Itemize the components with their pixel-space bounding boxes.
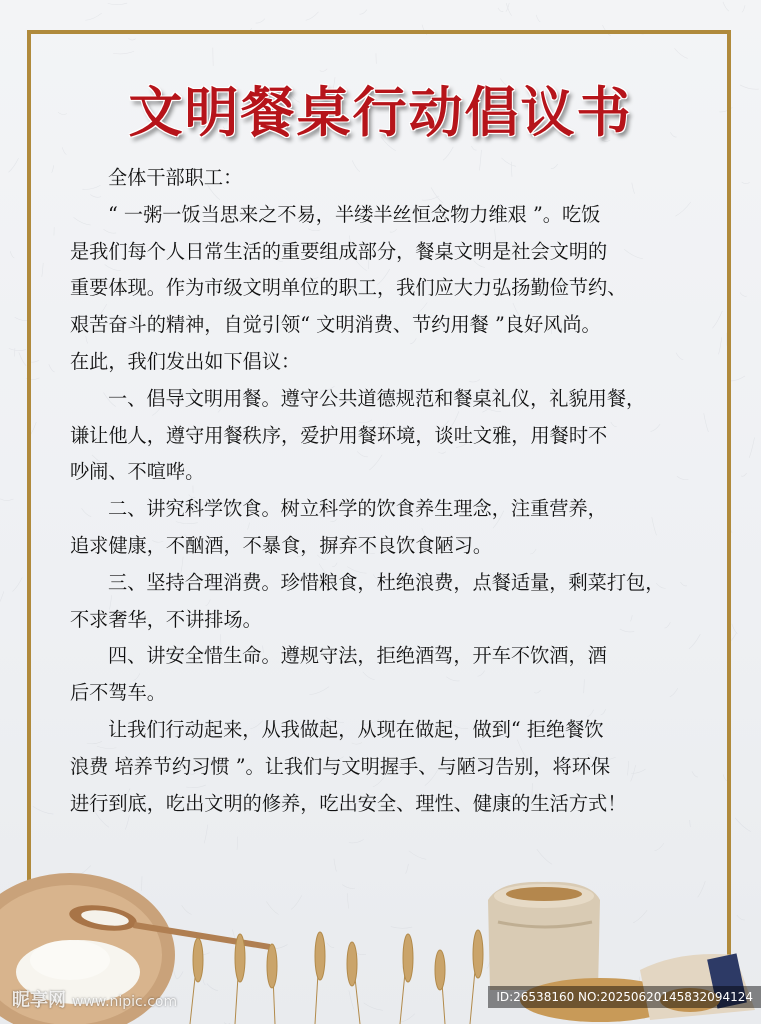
body-line: 一、倡导文明用餐。遵守公共道德规范和餐桌礼仪，礼貌用餐， bbox=[108, 386, 646, 410]
burlap-sack bbox=[488, 882, 600, 990]
body-line: 浪费 培养节约习惯 ”。让我们与文明握手、与陋习告别，将环保 bbox=[70, 754, 611, 778]
body-line: 让我们行动起来，从我做起，从现在做起，做到“ 拒绝餐饮 bbox=[108, 717, 604, 741]
body-line: 追求健康，不酗酒，不暴食，摒弃不良饮食陋习。 bbox=[70, 533, 493, 557]
body-line: 全体干部职工： bbox=[108, 166, 243, 189]
body-line: 后不驾车。 bbox=[70, 681, 166, 705]
body-line: 谦让他人，遵守用餐秩序，爱护用餐环境，谈吐文雅，用餐时不 bbox=[70, 423, 608, 447]
body-line: 吵闹、不喧哗。 bbox=[70, 460, 205, 484]
page-title: 文明餐桌行动倡议书 bbox=[128, 81, 633, 144]
body-line: “ 一粥一饭当思来之不易，半缕半丝恒念物力维艰 ”。吃饭 bbox=[108, 202, 601, 226]
body-line: 艰苦奋斗的精神，自觉引领“ 文明消费、节约用餐 ”良好风尚。 bbox=[70, 313, 601, 337]
proposal-body bbox=[70, 160, 695, 822]
body-line: 重要体现。作为市级文明单位的职工，我们应大力弘扬勤俭节约、 bbox=[70, 276, 627, 300]
body-line: 二、讲究科学饮食。树立科学的饮食养生理念，注重营养， bbox=[108, 497, 607, 521]
watermark-url: www.nipic.com bbox=[72, 994, 178, 1010]
watermark-brand: 昵享网 www.nipic.com bbox=[12, 990, 178, 1011]
body-line: 四、讲安全惜生命。遵规守法，拒绝酒驾，开车不饮酒，酒 bbox=[108, 644, 607, 668]
watermark-id: ID:26538160 NO:20250620145832094124 bbox=[488, 986, 761, 1008]
body-line: 进行到底，吃出文明的修养，吃出安全、理性、健康的生活方式！ bbox=[70, 791, 627, 815]
body-line: 是我们每个人日常生活的重要组成部分，餐桌文明是社会文明的 bbox=[70, 239, 608, 263]
body-line: 在此，我们发出如下倡议： bbox=[70, 349, 301, 373]
body-line: 不求奢华，不讲排场。 bbox=[70, 607, 262, 631]
body-line: 三、坚持合理消费。珍惜粮食，杜绝浪费，点餐适量，剩菜打包， bbox=[108, 570, 665, 594]
